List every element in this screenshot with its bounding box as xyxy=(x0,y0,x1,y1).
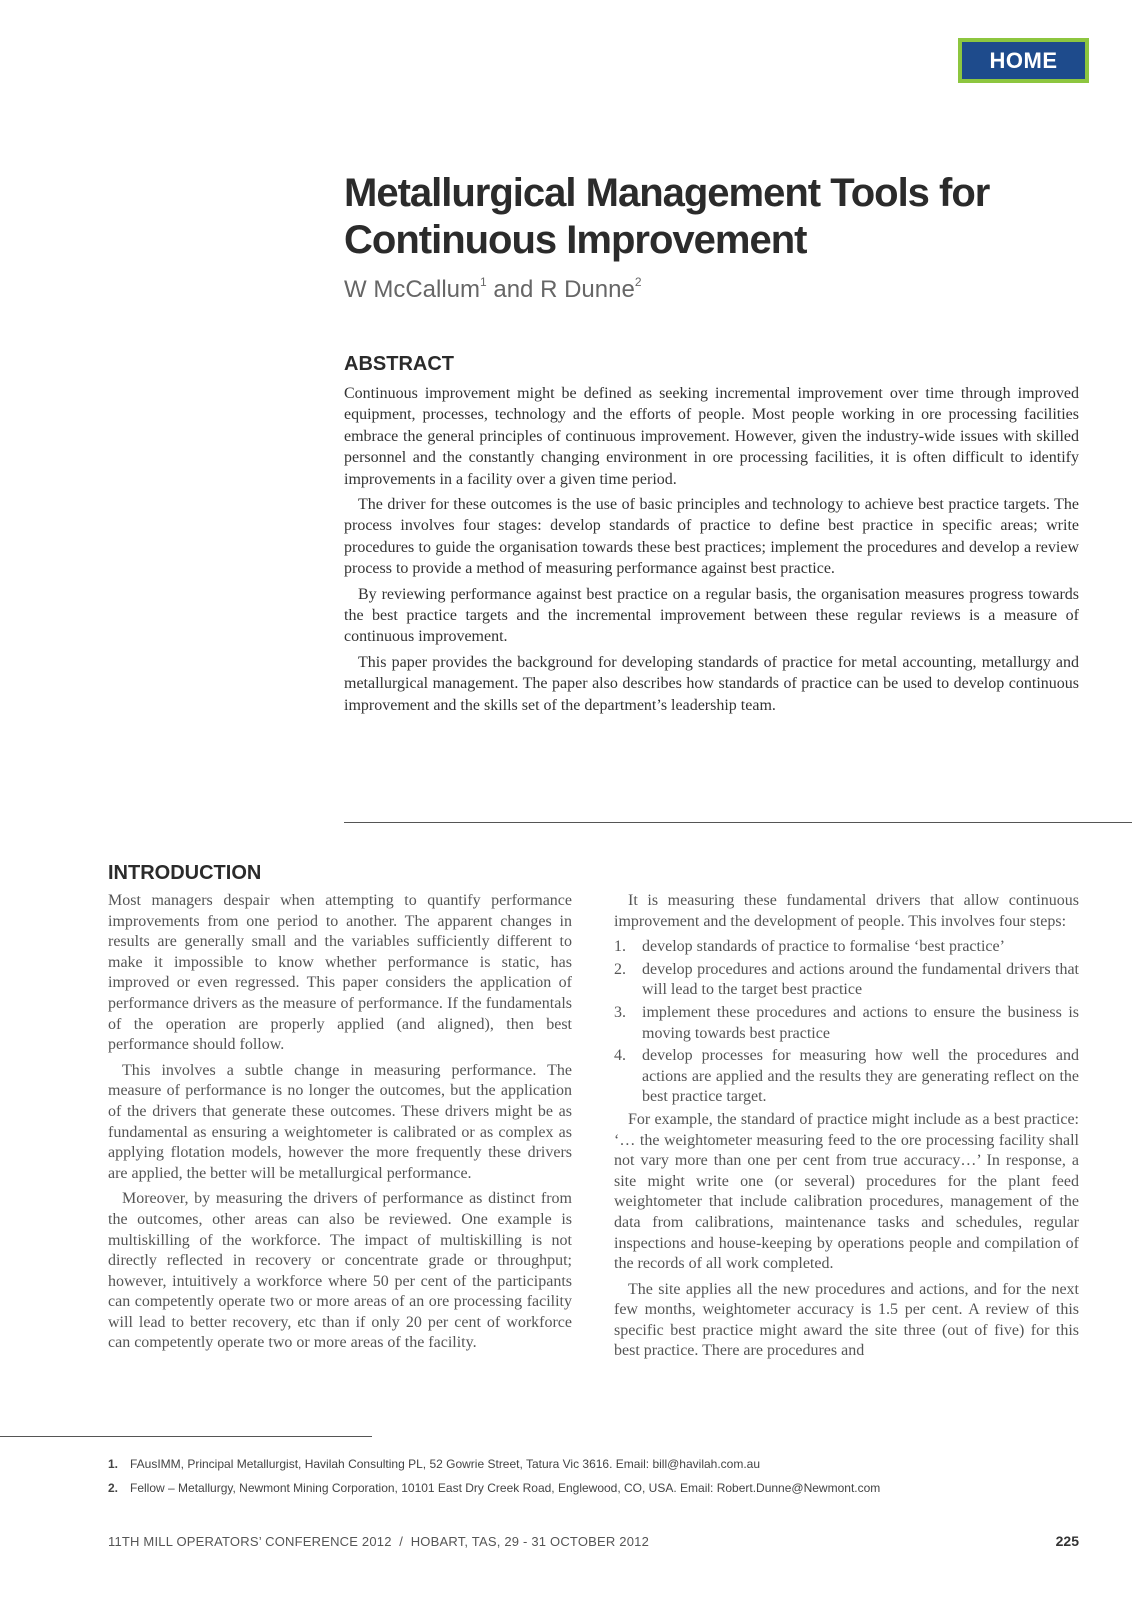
paper-title: Metallurgical Management Tools for Continuous Improvement xyxy=(344,171,990,262)
body-paragraph: This involves a subtle change in measuring performance. The measure of performance is no longer the outcomes, but the application of the drivers that generate these outcomes. These drivers might be as fundamental as ensuring a weightometer is calibrated or as complex as applying flotation models, however the more frequently these drivers are applied, the better will be metallurgical performance. xyxy=(108,1061,572,1182)
list-number: 1. xyxy=(614,938,626,956)
footnote xyxy=(108,1481,1088,1495)
conference-footer: 11TH MILL OPERATORS’ CONFERENCE 2012 / HOBART, TAS, 29 - 31 OCTOBER 2012 xyxy=(108,1534,649,1549)
left-column xyxy=(108,891,572,1359)
list-text: develop processes for measuring how well the procedures and actions are applied and the results they are generating reflect on the best practice target. xyxy=(642,1047,1079,1106)
abstract-paragraph: By reviewing performance against best practice on a regular basis, the organisation measures progress towards the best practice targets and the incremental improvement between these regular reviews is a measure of continuous improvement. xyxy=(344,585,1079,646)
author-name: R Dunne xyxy=(540,276,635,303)
author-name: W McCallum xyxy=(344,276,480,303)
page-number: 225 xyxy=(1055,1533,1079,1549)
body-paragraph: Moreover, by measuring the drivers of performance as distinct from the outcomes, other areas can also be reviewed. One example is multiskilling of the workforce. The impact of multiskilling is not directly reflected in recovery or concentrate grade or throughput; however, intuitively a workforce where 50 per cent of the participants can competently operate two or more areas of an ore processing facility will lead to better recovery, etc than if only 20 per cent of workforce can competently operate two or more areas of the facility. xyxy=(108,1190,572,1352)
body-paragraph: Most managers despair when attempting to quantify performance improvements from one period to another. The apparent changes in results are generally small and the variables sufficiently different to make it impossible to know whether performance is static, has improved or even regressed. This paper considers the application of performance drivers as the measure of performance. If the fundamentals of the operation are properly applied (and aligned), then best performance should follow. xyxy=(108,892,572,1054)
steps-list xyxy=(614,937,1079,1108)
footnote-number: 2. xyxy=(108,1481,119,1495)
footnote-text: FAusIMM, Principal Metallurgist, Havilah Consulting PL, 52 Gowrie Street, Tatura Vic 3616. Email: bill@havilah.com.au xyxy=(130,1457,761,1471)
list-text: implement these procedures and actions to ensure the business is moving towards best practice xyxy=(642,1003,1079,1042)
list-item xyxy=(614,960,1079,1001)
footnote-text: Fellow – Metallurgy, Newmont Mining Corporation, 10101 East Dry Creek Road, Englewood, CO, USA. Email: Robert.Dunne@Newmont.com xyxy=(130,1481,881,1495)
introduction-heading: INTRODUCTION xyxy=(108,862,262,884)
body-paragraph: The site applies all the new procedures and actions, and for the next few months, weightometer accuracy is 1.5 per cent. A review of this specific best practice might award the site three (out of five) for this best practice. There are procedures and xyxy=(614,1280,1079,1360)
abstract-paragraph: Continuous improvement might be defined as seeking incremental improvement over time through improved equipment, processes, technology and the efforts of people. Most people working in ore processing facilities embrace the general principles of continuous improvement. However, given the industry-wide issues with skilled personnel and the constantly changing environment in ore processing facilities, it is often difficult to identify improvements in a facility over a given time period. xyxy=(344,385,1079,488)
abstract-paragraph: This paper provides the background for developing standards of practice for metal accounting, metallurgy and metallurgical management. The paper also describes how standards of practice can be used to develop continuous improvement and the skills set of the department’s leadership team. xyxy=(344,653,1079,714)
list-number: 3. xyxy=(614,1003,626,1021)
abstract-heading: ABSTRACT xyxy=(344,353,454,375)
footnote-divider xyxy=(0,1436,372,1437)
list-item xyxy=(614,1046,1079,1108)
abstract-paragraph: The driver for these outcomes is the use of basic principles and technology to achieve best practice targets. The process involves four stages: develop standards of practice to define best practice in specific areas; write procedures to guide the organisation towards these best practices; implement the procedures and develop a review process to provide a method of measuring performance against best practice. xyxy=(344,496,1079,578)
right-column xyxy=(614,891,1079,1367)
section-divider xyxy=(344,822,1132,823)
author-joiner: and xyxy=(486,276,541,303)
list-item xyxy=(614,937,1079,958)
author-line xyxy=(344,276,642,304)
footnote-number: 1. xyxy=(108,1457,119,1471)
list-number: 2. xyxy=(614,960,626,978)
affiliation-marker: 2 xyxy=(634,275,642,289)
abstract-body xyxy=(344,383,1079,720)
affiliation-marker: 1 xyxy=(480,275,487,289)
body-paragraph: For example, the standard of practice might include as a best practice: ‘… the weightometer measuring feed to the ore processing facility shall not vary more than one per cent from true accuracy…’ In response, a site might write one (or several) procedures for the plant feed weightometer that include calibration procedures, management of the data from calibrations, maintenance tasks and schedules, regular inspections and house-keeping by operations people and compilation of the records of all work completed. xyxy=(614,1110,1079,1273)
list-text: develop procedures and actions around the fundamental drivers that will lead to the target best practice xyxy=(642,960,1079,999)
footnote xyxy=(108,1457,1088,1471)
list-number: 4. xyxy=(614,1047,626,1065)
list-item xyxy=(614,1003,1079,1044)
body-paragraph: It is measuring these fundamental drivers that allow continuous improvement and the development of people. This involves four steps: xyxy=(614,892,1079,930)
home-button[interactable]: HOME xyxy=(958,38,1089,83)
list-text: develop standards of practice to formalise ‘best practice’ xyxy=(642,938,1005,956)
